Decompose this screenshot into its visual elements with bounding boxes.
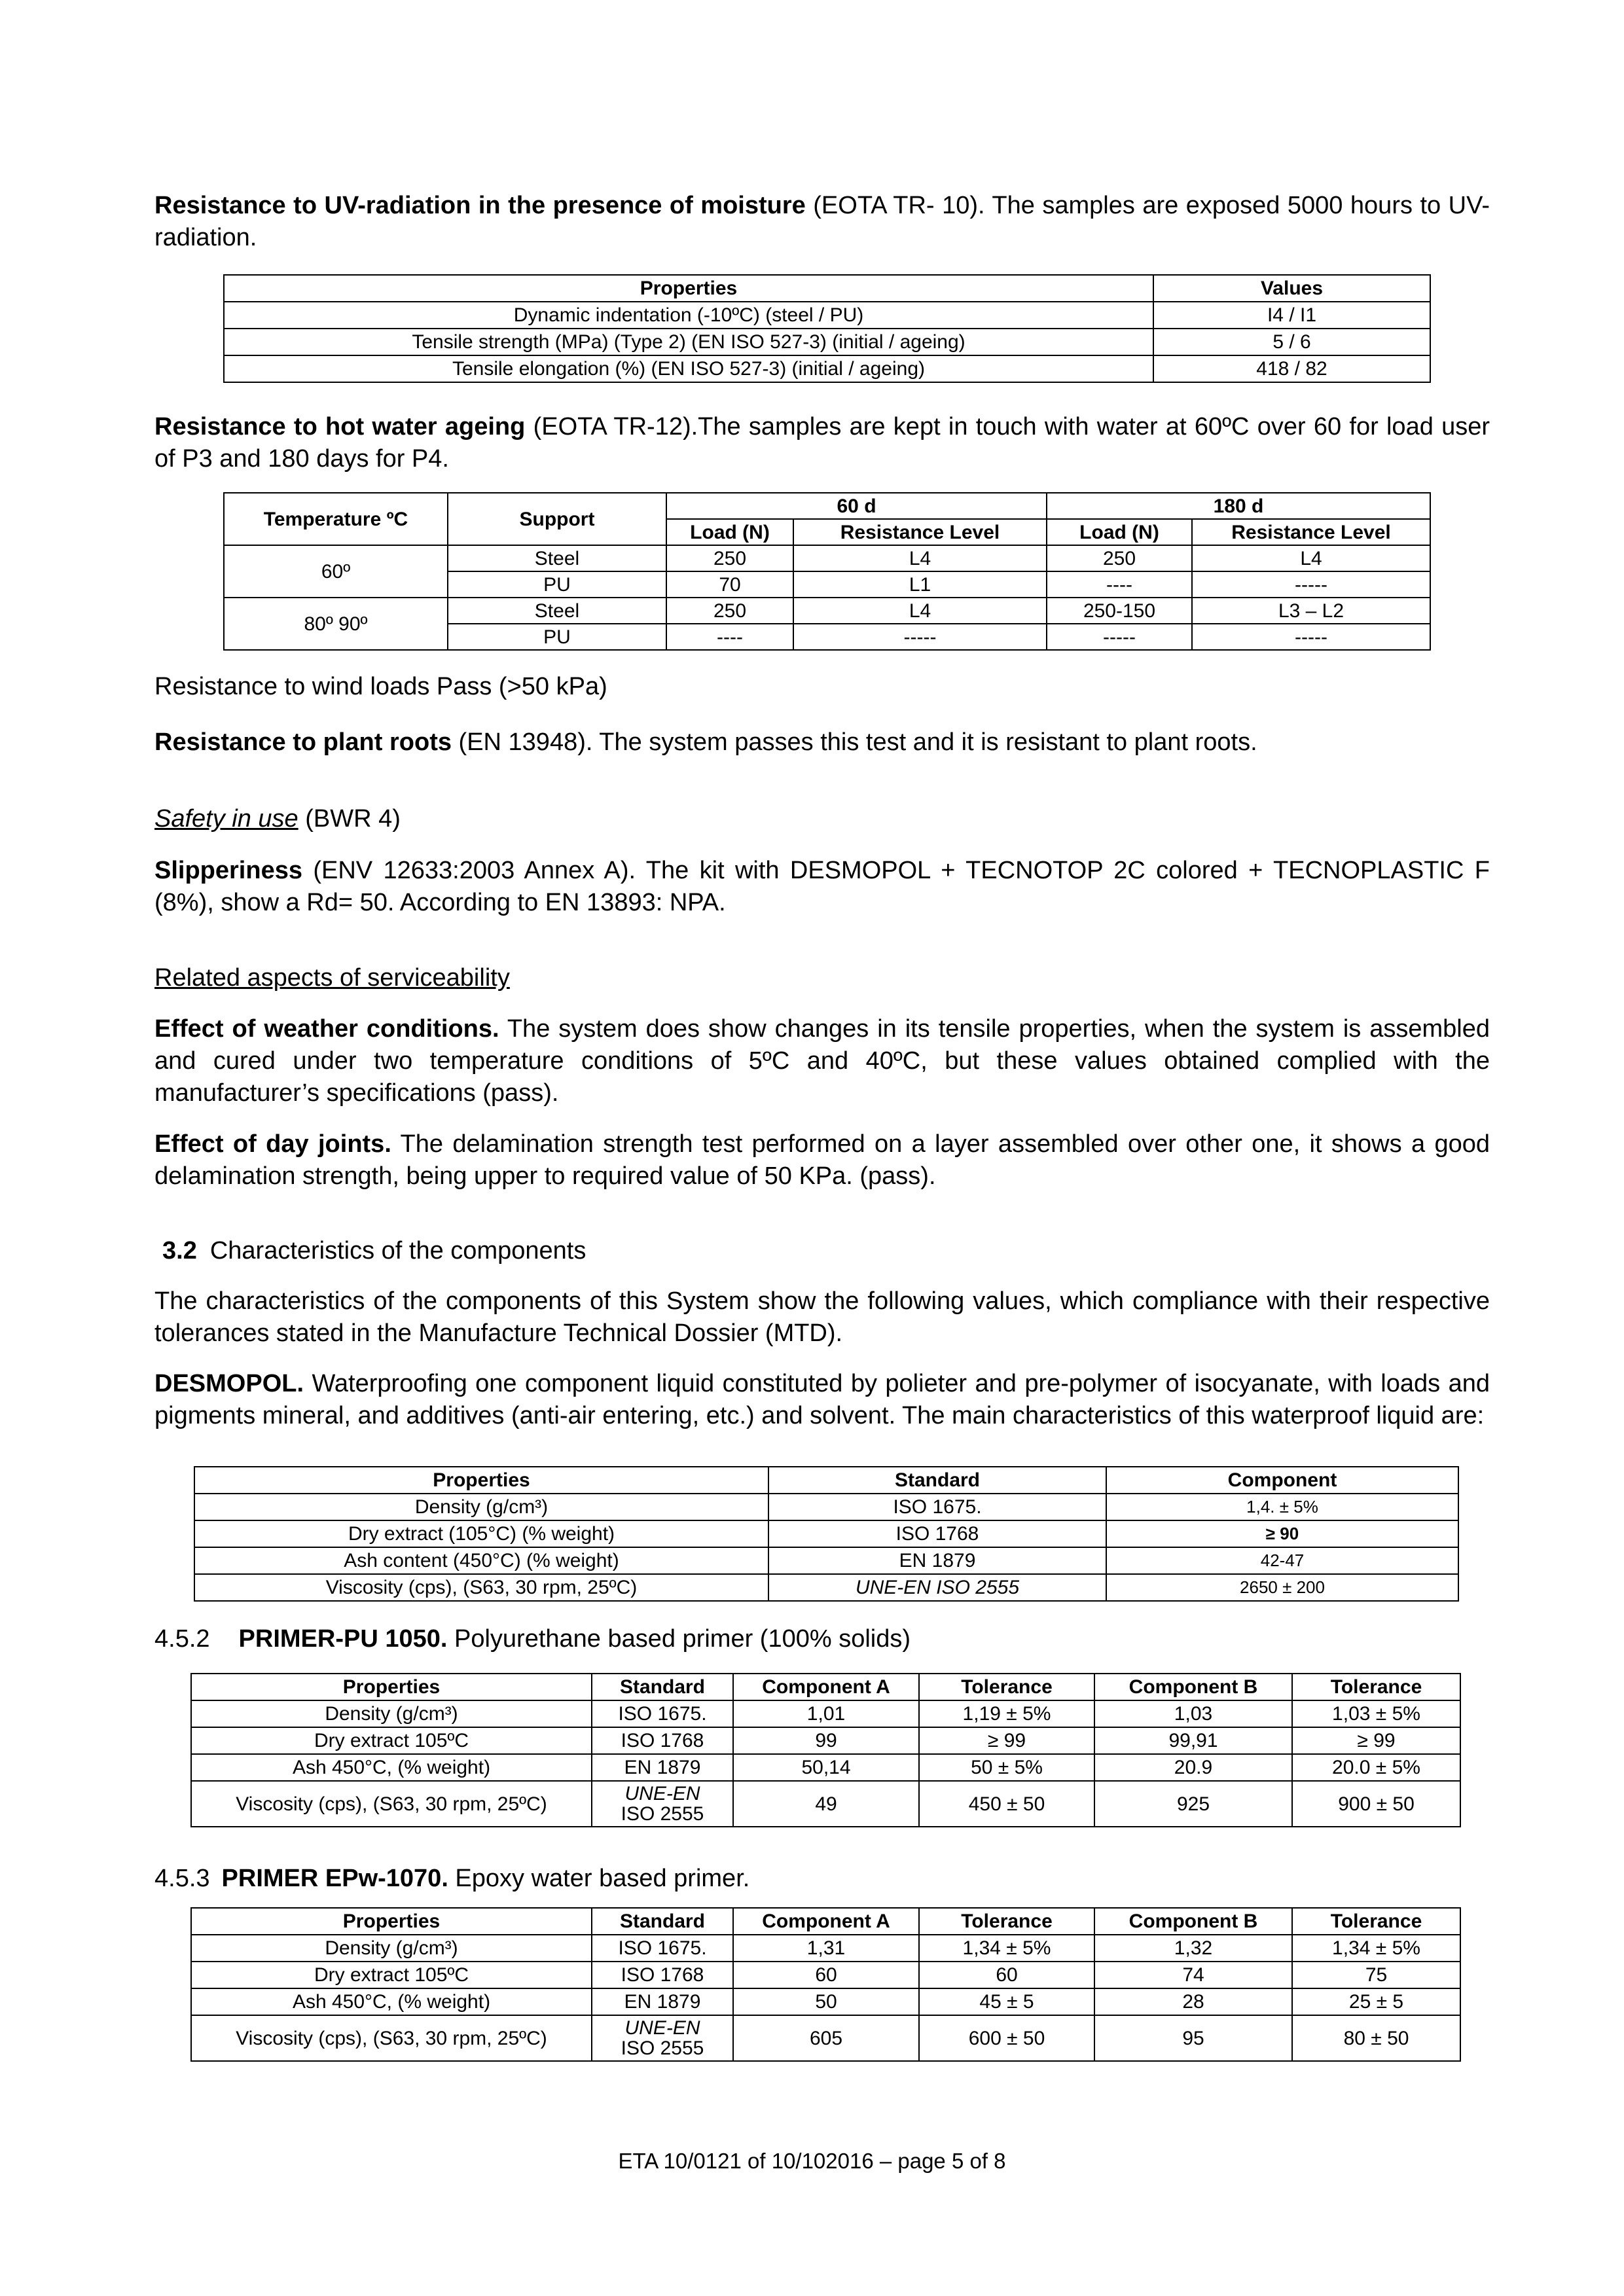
joints-text: The delamination strength test performed on a layer assembled over other one, it shows a good delamination strength, being upper to required value of 50 KPa. (pass). bbox=[154, 1130, 1490, 1190]
joints-title: Effect of day joints. bbox=[154, 1130, 391, 1158]
page-footer: ETA 10/0121 of 10/102016 – page 5 of 8 bbox=[618, 2149, 1006, 2173]
intro-paragraph: The characteristics of the components of this System show the following values, which compliance with their respective tolerances stated in the Manufacture Technical Dossier (MTD). bbox=[154, 1287, 1490, 1347]
table-row bbox=[191, 1727, 1460, 1754]
uv-table bbox=[223, 274, 1431, 383]
standard-line: ISO 2555 bbox=[621, 1803, 704, 1825]
primer-pu-body bbox=[191, 1700, 1460, 1827]
table-row bbox=[191, 2015, 1460, 2061]
uv-cell: Tensile elongation (%) (EN ISO 527-3) (initial / ageing) bbox=[224, 355, 1153, 382]
hot-water-cell: ----- bbox=[793, 624, 1047, 650]
standard-line: UNE-EN bbox=[624, 1783, 700, 1804]
hot-water-cell: Steel bbox=[448, 545, 666, 571]
hot-water-cell: ----- bbox=[1192, 571, 1430, 598]
table-cell: 80 ± 50 bbox=[1292, 2015, 1460, 2061]
primer-pu-number: 4.5.2 bbox=[154, 1625, 210, 1653]
hot-water-header-temp: Temperature ºC bbox=[224, 493, 448, 545]
desmopol-header: Standard bbox=[768, 1467, 1106, 1494]
primer-ep-header: Tolerance bbox=[919, 1908, 1094, 1935]
table-cell: 95 bbox=[1094, 2015, 1292, 2061]
hot-water-header-60d: 60 d bbox=[666, 493, 1047, 519]
table-cell: Viscosity (cps), (S63, 30 rpm, 25ºC) bbox=[191, 1781, 592, 1827]
primer-ep-body bbox=[191, 1935, 1460, 2061]
hot-water-header-load: Load (N) bbox=[1047, 519, 1192, 545]
table-row bbox=[191, 1988, 1460, 2015]
slip-paragraph bbox=[154, 855, 1490, 919]
desmopol-cell: 2650 ± 200 bbox=[1106, 1574, 1458, 1601]
slip-text: (ENV 12633:2003 Annex A). The kit with DESMOPOL + TECNOTOP 2C colored + TECNOPLASTIC F (8%), show a Rd= 50. According to EN 13893: NPA. bbox=[154, 857, 1490, 916]
hot-water-cell: Steel bbox=[448, 598, 666, 624]
uv-title: Resistance to UV-radiation in the presence of moisture bbox=[154, 192, 806, 219]
table-cell: ≥ 99 bbox=[1292, 1727, 1460, 1754]
table-cell: Dry extract 105ºC bbox=[191, 1962, 592, 1988]
hot-water-cell: PU bbox=[448, 571, 666, 598]
table-cell: 605 bbox=[733, 2015, 919, 2061]
uv-text: (EOTA TR- 10). The samples are exposed 5000 hours to UV-radiation. bbox=[154, 192, 1490, 251]
table-row bbox=[191, 1935, 1460, 1962]
standard-line: UNE-EN bbox=[624, 2017, 700, 2039]
primer-pu-header: Component A bbox=[733, 1674, 919, 1700]
primer-ep-title: PRIMER EPw-1070. bbox=[221, 1865, 448, 1892]
table-cell: 925 bbox=[1094, 1781, 1292, 1827]
primer-ep-number: 4.5.3 bbox=[154, 1865, 210, 1892]
serviceability-label: Related aspects of serviceability bbox=[154, 964, 510, 992]
hot-water-temp: 60º bbox=[224, 545, 448, 598]
desmopol-cell: Dry extract (105°C) (% weight) bbox=[194, 1520, 768, 1547]
uv-header-properties: Properties bbox=[224, 275, 1153, 302]
table-cell: 74 bbox=[1094, 1962, 1292, 1988]
table-cell: 1,01 bbox=[733, 1700, 919, 1727]
primer-pu-header: Tolerance bbox=[1292, 1674, 1460, 1700]
primer-pu-header: Tolerance bbox=[919, 1674, 1094, 1700]
table-cell: EN 1879 bbox=[592, 1754, 733, 1781]
hot-water-cell: L4 bbox=[1192, 545, 1430, 571]
uv-header-values: Values bbox=[1153, 275, 1430, 302]
safety-link: Safety in use bbox=[154, 805, 298, 833]
hot-water-cell: 250-150 bbox=[1047, 598, 1192, 624]
table-cell: Ash 450°C, (% weight) bbox=[191, 1754, 592, 1781]
primer-ep-header: Tolerance bbox=[1292, 1908, 1460, 1935]
desmopol-cell: 42-47 bbox=[1106, 1547, 1458, 1574]
primer-pu-header: Component B bbox=[1094, 1674, 1292, 1700]
table-cell: 1,03 bbox=[1094, 1700, 1292, 1727]
table-cell: 20.9 bbox=[1094, 1754, 1292, 1781]
desmopol-header: Properties bbox=[194, 1467, 768, 1494]
table-cell: ≥ 99 bbox=[919, 1727, 1094, 1754]
table-cell: ISO 1768 bbox=[592, 1962, 733, 1988]
primer-pu-title: PRIMER-PU 1050. bbox=[238, 1625, 448, 1653]
primer-ep-heading bbox=[154, 1863, 749, 1895]
section-number: 3.2 bbox=[162, 1237, 197, 1265]
joints-paragraph bbox=[154, 1128, 1490, 1193]
hot-water-cell: L4 bbox=[793, 545, 1047, 571]
desmopol-paragraph bbox=[154, 1368, 1490, 1432]
table-cell: ISO 1675. bbox=[592, 1700, 733, 1727]
hot-water-cell: 250 bbox=[666, 598, 793, 624]
table-cell: 99 bbox=[733, 1727, 919, 1754]
hot-water-header-level: Resistance Level bbox=[1192, 519, 1430, 545]
desmopol-cell: EN 1879 bbox=[768, 1547, 1106, 1574]
desmopol-cell: Density (g/cm³) bbox=[194, 1494, 768, 1520]
table-cell: 50 bbox=[733, 1988, 919, 2015]
hot-water-cell: ----- bbox=[1047, 624, 1192, 650]
table-cell: 1,34 ± 5% bbox=[1292, 1935, 1460, 1962]
primer-pu-text: Polyurethane based primer (100% solids) bbox=[447, 1625, 911, 1653]
primer-pu-heading bbox=[154, 1623, 911, 1655]
hot-water-cell: 250 bbox=[1047, 545, 1192, 571]
primer-ep-table bbox=[190, 1907, 1461, 2062]
table-cell: ISO 1768 bbox=[592, 1727, 733, 1754]
uv-cell: 5 / 6 bbox=[1153, 329, 1430, 355]
table-cell: Density (g/cm³) bbox=[191, 1935, 592, 1962]
hot-water-title: Resistance to hot water ageing bbox=[154, 413, 526, 440]
uv-cell: 418 / 82 bbox=[1153, 355, 1430, 382]
safety-text: (BWR 4) bbox=[298, 805, 401, 833]
primer-pu-table bbox=[190, 1673, 1461, 1827]
table-cell: 99,91 bbox=[1094, 1727, 1292, 1754]
hot-water-table bbox=[223, 492, 1431, 651]
hot-water-cell: ----- bbox=[1192, 624, 1430, 650]
section-title: Characteristics of the components bbox=[209, 1237, 586, 1265]
desmopol-title: DESMOPOL. bbox=[154, 1370, 304, 1397]
wind-paragraph: Resistance to wind loads Pass (>50 kPa) bbox=[154, 673, 607, 700]
desmopol-cell: 1,4. ± 5% bbox=[1106, 1494, 1458, 1520]
uv-cell: I4 / I1 bbox=[1153, 302, 1430, 329]
table-row bbox=[191, 1781, 1460, 1827]
table-cell: Dry extract 105ºC bbox=[191, 1727, 592, 1754]
weather-title: Effect of weather conditions. bbox=[154, 1015, 499, 1043]
table-cell: 900 ± 50 bbox=[1292, 1781, 1460, 1827]
desmopol-header: Component bbox=[1106, 1467, 1458, 1494]
table-cell: 50,14 bbox=[733, 1754, 919, 1781]
serviceability-heading bbox=[154, 962, 1490, 994]
standard-line: ISO 2555 bbox=[621, 2037, 704, 2059]
desmopol-cell: ISO 1675. bbox=[768, 1494, 1106, 1520]
table-cell: 450 ± 50 bbox=[919, 1781, 1094, 1827]
safety-heading bbox=[154, 803, 1490, 835]
roots-paragraph bbox=[154, 726, 1490, 759]
desmopol-table bbox=[194, 1466, 1459, 1602]
table-cell: 60 bbox=[733, 1962, 919, 1988]
hot-water-temp: 80º 90º bbox=[224, 598, 448, 650]
hot-water-text: (EOTA TR-12).The samples are kept in touch with water at 60ºC over 60 for load user of P3 and 180 days for P4. bbox=[154, 413, 1490, 473]
table-cell: 50 ± 5% bbox=[919, 1754, 1094, 1781]
table-cell: 60 bbox=[919, 1962, 1094, 1988]
primer-ep-header: Component A bbox=[733, 1908, 919, 1935]
table-cell: 1,31 bbox=[733, 1935, 919, 1962]
hot-water-cell: 70 bbox=[666, 571, 793, 598]
roots-text: (EN 13948). The system passes this test and it is resistant to plant roots. bbox=[451, 728, 1257, 756]
hot-water-header-support: Support bbox=[448, 493, 666, 545]
desmopol-cell: ≥ 90 bbox=[1106, 1520, 1458, 1547]
table-cell: 45 ± 5 bbox=[919, 1988, 1094, 2015]
table-cell: 600 ± 50 bbox=[919, 2015, 1094, 2061]
hot-water-header-load: Load (N) bbox=[666, 519, 793, 545]
desmopol-cell: ISO 1768 bbox=[768, 1520, 1106, 1547]
table-row bbox=[191, 1700, 1460, 1727]
roots-title: Resistance to plant roots bbox=[154, 728, 452, 756]
table-cell: 25 ± 5 bbox=[1292, 1988, 1460, 2015]
slip-title: Slipperiness bbox=[154, 857, 302, 884]
hot-water-header-180d: 180 d bbox=[1047, 493, 1430, 519]
hot-water-cell: ---- bbox=[1047, 571, 1192, 598]
desmopol-text: Waterproofing one component liquid constituted by polieter and pre-polymer of isocyanate, with loads and pigments mineral, and additives (anti-air entering, etc.) and solvent. The main characteristics of this waterproof liquid are: bbox=[154, 1370, 1490, 1429]
primer-ep-header: Component B bbox=[1094, 1908, 1292, 1935]
primer-ep-text: Epoxy water based primer. bbox=[448, 1865, 750, 1892]
table-cell: ISO 1675. bbox=[592, 1935, 733, 1962]
desmopol-cell: Ash content (450°C) (% weight) bbox=[194, 1547, 768, 1574]
primer-pu-header-row bbox=[191, 1674, 1460, 1700]
table-cell: Viscosity (cps), (S63, 30 rpm, 25ºC) bbox=[191, 2015, 592, 2061]
hot-water-paragraph bbox=[154, 411, 1490, 475]
table-cell: 28 bbox=[1094, 1988, 1292, 2015]
table-cell: Ash 450°C, (% weight) bbox=[191, 1988, 592, 2015]
table-cell: 49 bbox=[733, 1781, 919, 1827]
table-cell: 75 bbox=[1292, 1962, 1460, 1988]
hot-water-cell: ---- bbox=[666, 624, 793, 650]
table-cell: 1,03 ± 5% bbox=[1292, 1700, 1460, 1727]
table-cell: EN 1879 bbox=[592, 1988, 733, 2015]
weather-text: The system does show changes in its tensile properties, when the system is assembled and cured under two temperature conditions of 5ºC and 40ºC, but these values obtained complied with the manufacturer’s specifications (pass). bbox=[154, 1015, 1490, 1107]
uv-paragraph bbox=[154, 190, 1490, 254]
table-row bbox=[191, 1962, 1460, 1988]
hot-water-cell: L1 bbox=[793, 571, 1047, 598]
table-cell bbox=[592, 2015, 733, 2061]
hot-water-header-level: Resistance Level bbox=[793, 519, 1047, 545]
table-cell: 1,19 ± 5% bbox=[919, 1700, 1094, 1727]
table-cell: 1,34 ± 5% bbox=[919, 1935, 1094, 1962]
primer-pu-header: Properties bbox=[191, 1674, 592, 1700]
table-cell: 20.0 ± 5% bbox=[1292, 1754, 1460, 1781]
primer-ep-header-row bbox=[191, 1908, 1460, 1935]
hot-water-cell: 250 bbox=[666, 545, 793, 571]
table-cell: Density (g/cm³) bbox=[191, 1700, 592, 1727]
primer-pu-header: Standard bbox=[592, 1674, 733, 1700]
uv-cell: Dynamic indentation (-10ºC) (steel / PU) bbox=[224, 302, 1153, 329]
table-cell bbox=[592, 1781, 733, 1827]
section-heading bbox=[162, 1235, 586, 1267]
table-row bbox=[191, 1754, 1460, 1781]
hot-water-cell: L4 bbox=[793, 598, 1047, 624]
hot-water-cell: L3 – L2 bbox=[1192, 598, 1430, 624]
desmopol-standard-cell bbox=[768, 1574, 1106, 1601]
desmopol-standard: UNE-EN ISO 2555 bbox=[855, 1577, 1020, 1598]
weather-paragraph bbox=[154, 1013, 1490, 1109]
primer-ep-header: Properties bbox=[191, 1908, 592, 1935]
primer-ep-header: Standard bbox=[592, 1908, 733, 1935]
uv-cell: Tensile strength (MPa) (Type 2) (EN ISO 527-3) (initial / ageing) bbox=[224, 329, 1153, 355]
hot-water-cell: PU bbox=[448, 624, 666, 650]
desmopol-cell: Viscosity (cps), (S63, 30 rpm, 25ºC) bbox=[194, 1574, 768, 1601]
table-cell: 1,32 bbox=[1094, 1935, 1292, 1962]
